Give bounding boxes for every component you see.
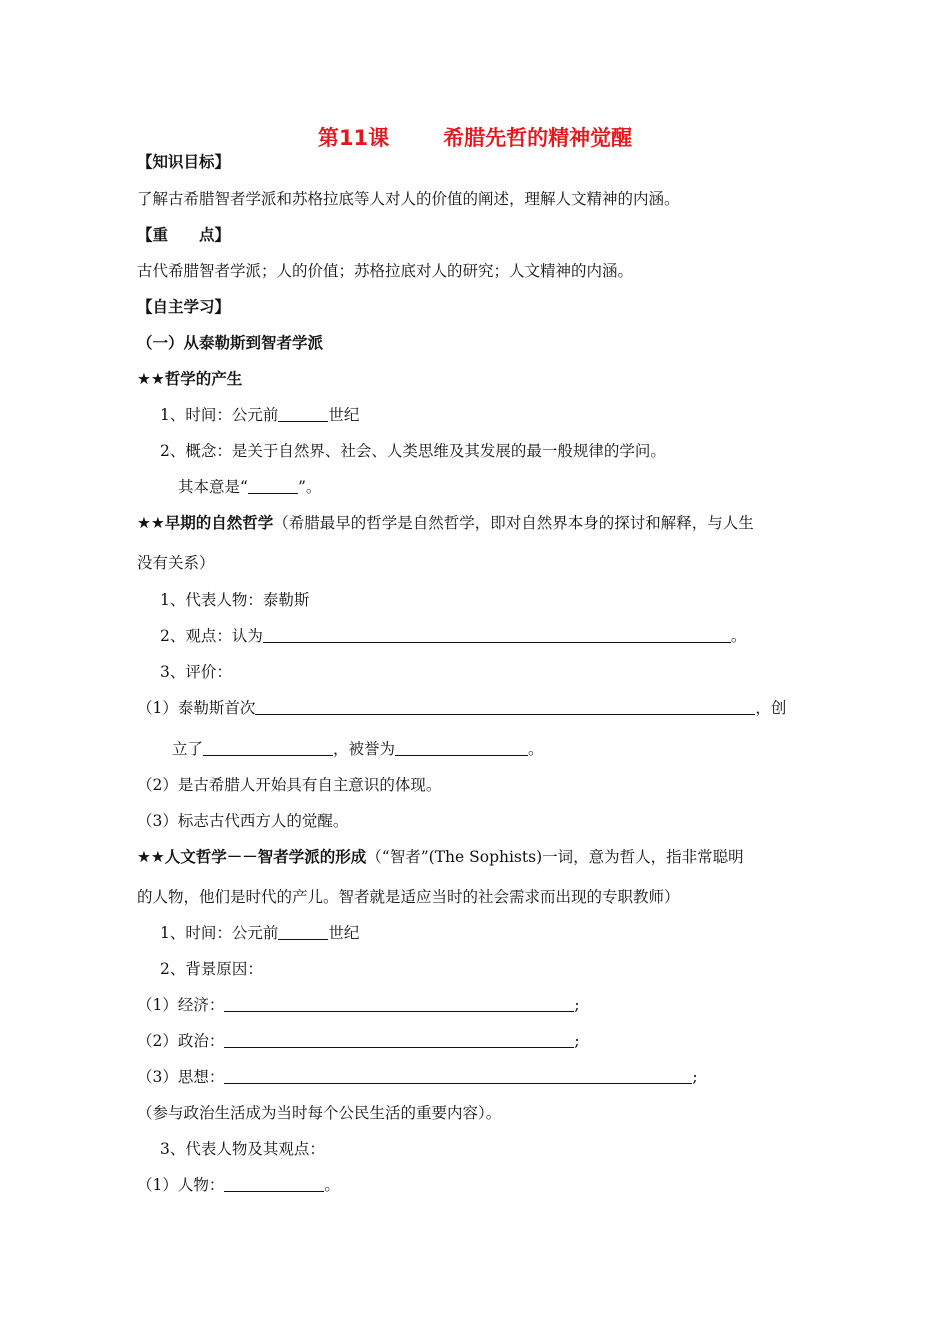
blank-field	[248, 477, 298, 494]
natural-figure-line: 1、代表人物：泰勒斯	[160, 591, 310, 609]
natural-philosophy-heading: ★★早期的自然哲学	[137, 514, 274, 532]
part1-heading: （一）从泰勒斯到智者学派	[137, 334, 324, 352]
blank-field	[395, 739, 528, 756]
eval2-line: （2）是古希腊人开始具有自主意识的体现。	[137, 776, 442, 794]
blank-field	[278, 923, 328, 940]
self-study-label: 【自主学习】	[137, 298, 231, 316]
blank-field	[224, 1175, 324, 1192]
origin-concept-line: 2、概念：是关于自然界、社会、人类思维及其发展的最一般规律的学问。	[160, 442, 666, 460]
blank-field	[278, 405, 328, 422]
blank-field	[255, 698, 755, 715]
politics-line: （2）政治： ;	[137, 1032, 580, 1050]
knowledge-goal-label: 【知识目标】	[137, 153, 231, 171]
humanist-line1: ★★人文哲学－－智者学派的形成（“智者”(The Sophists)一词，意为哲人，指非常聪明	[137, 848, 744, 866]
natural-philosophy-line1: ★★早期的自然哲学（希腊最早的哲学是自然哲学，即对自然界本身的探讨和解释，与人生	[137, 514, 754, 532]
natural-philosophy-line2: 没有关系）	[137, 554, 215, 572]
key-points-label: 【重 点】	[137, 226, 231, 244]
eval1-line: （1）泰勒斯首次 ，创	[137, 699, 787, 717]
humanist-background-line: 2、背景原因：	[160, 960, 263, 978]
figures-line: 3、代表人物及其观点：	[160, 1140, 325, 1158]
blank-field	[263, 626, 731, 643]
person-line: （1）人物： 。	[137, 1176, 340, 1194]
blank-field	[224, 1031, 574, 1048]
natural-evaluation-line: 3、评价：	[160, 663, 232, 681]
humanist-line2: 的人物，他们是时代的产儿。智者就是适应当时的社会需求而出现的专职教师）	[137, 888, 680, 906]
blank-field	[224, 995, 574, 1012]
philosophy-origin-heading: ★★哲学的产生	[137, 370, 243, 388]
lesson-topic: 希腊先哲的精神觉醒	[443, 126, 633, 150]
humanist-time-line: 1、时间：公元前 世纪	[160, 924, 360, 942]
eval3-line: （3）标志古代西方人的觉醒。	[137, 812, 349, 830]
blank-field	[203, 739, 333, 756]
key-points-text: 古代希腊智者学派；人的价值；苏格拉底对人的研究；人文精神的内涵。	[137, 262, 634, 280]
economy-line: （1）经济： ;	[137, 996, 580, 1014]
origin-meaning-line: 其本意是“ ”。	[178, 478, 322, 496]
lesson-title	[0, 122, 950, 152]
lesson-number: 第11课	[317, 126, 390, 150]
origin-time-line: 1、时间：公元前 世纪	[160, 406, 360, 424]
blank-field	[224, 1067, 692, 1084]
humanist-heading: ★★人文哲学－－智者学派的形成	[137, 848, 367, 866]
knowledge-goal-text: 了解古希腊智者学派和苏格拉底等人对人的价值的阐述，理解人文精神的内涵。	[137, 190, 680, 208]
politics-note-line: （参与政治生活成为当时每个公民生活的重要内容）。	[137, 1104, 502, 1122]
eval1b-line: 立了 ，被誉为 。	[172, 740, 544, 758]
thought-line: （3）思想： ;	[137, 1068, 698, 1086]
natural-view-line: 2、观点：认为 。	[160, 627, 747, 645]
